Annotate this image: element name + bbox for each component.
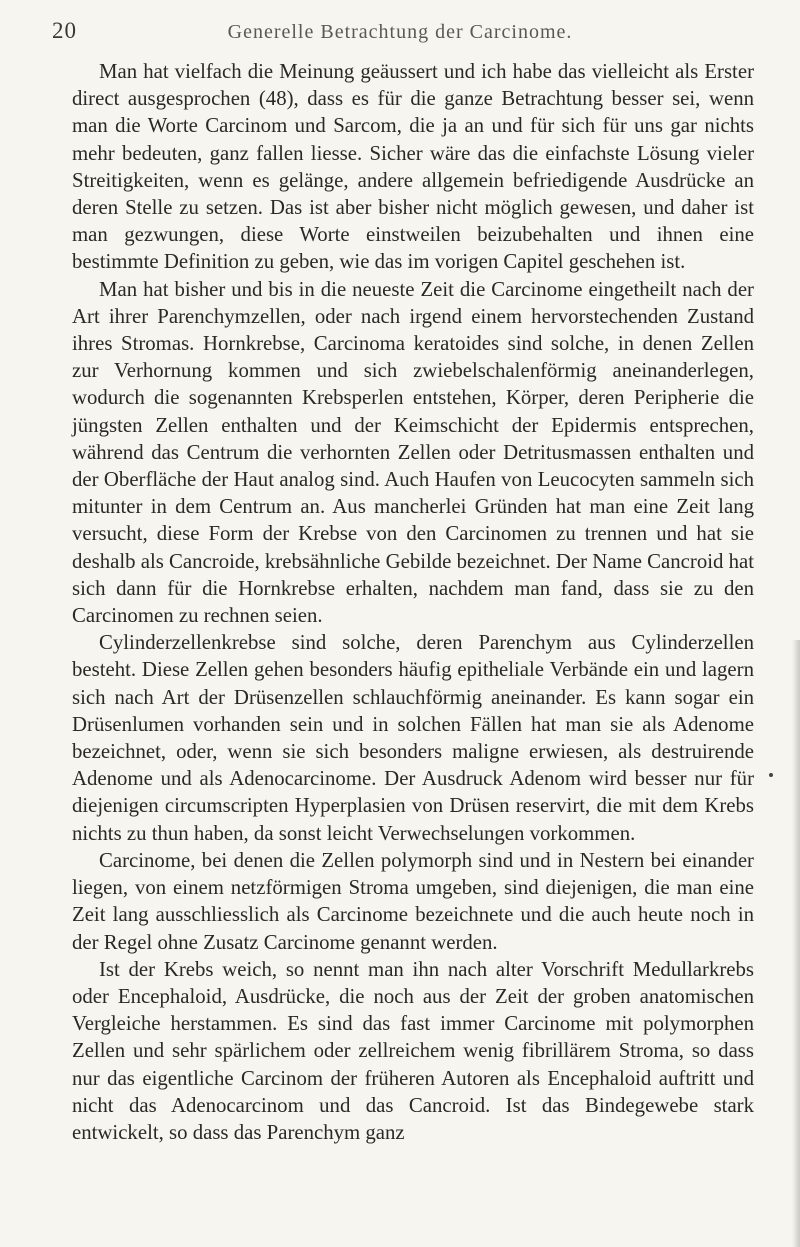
paragraph-1: Man hat vielfach die Meinung geäussert und ich habe das vielleicht als Erster direct ausgesprochen (48), dass es für die ganze Betrachtung besser sei, wenn man die Worte Carcinom und Sarcom, die ja an und für sich für uns gar nichts mehr bedeuten, ganz fallen liesse. Sicher wäre das die einfachste Lösung vieler Streitigkeiten, wenn es gelänge, andere allgemein befriedigende Ausdrücke an deren Stelle zu setzen. Das ist aber bisher nicht möglich gewesen, und daher ist man gezwungen, diese Worte einstweilen beizubehalten und ihnen eine bestimmte Definition zu geben, wie das im vorigen Capitel geschehen ist. — [72, 60, 754, 274]
page-header — [52, 18, 748, 48]
paragraph-5: Ist der Krebs weich, so nennt man ihn nach alter Vorschrift Medullarkrebs oder Encephaloid, Ausdrücke, die noch aus der Zeit der groben anatomischen Vergleiche herstammen. Es sind das fast immer Carcinome mit polymorphen Zellen und sehr spärlichem oder zellreichem wenig fibrillärem Stroma, so dass nur das eigentliche Carcinom der früheren Autoren als Encephaloid auftritt und nicht das Adenocarcinom und das Cancroid. Ist das Bindegewebe stark entwickelt, so dass das Parenchym ganz — [72, 957, 754, 1144]
ink-speck — [769, 773, 773, 777]
paragraph-2: Man hat bisher und bis in die neueste Zeit die Carcinome eingetheilt nach der Art ihrer Parenchymzellen, oder nach irgend einem hervorstechenden Zustand ihres Stromas. Hornkrebse, Carcinoma keratoides sind solche, in denen Zellen zur Verhornung kommen und sich zwiebelschalenförmig aneinanderlegen, wodurch die sogenannten Krebsperlen entstehen, Körper, deren Peripherie die jüngsten Zellen enthalten und der Keimschicht der Epidermis entsprechen, während das Centrum die verhornten Zellen oder Detritusmassen enthalten und der Oberfläche der Haut analog sind. Auch Haufen von Leucocyten sammeln sich mitunter in dem Centrum an. Aus mancherlei Gründen hat man eine Zeit lang versucht, diese Form der Krebse von den Carcinomen zu trennen und hat sie deshalb als Cancroide, krebsähnliche Gebilde bezeichnet. Der Name Cancroid hat sich dann für die Hornkrebse erhalten, nachdem man fand, dass sie zu den Carcinomen zu rechnen seien. — [72, 277, 754, 628]
page-edge-shadow — [792, 640, 800, 1247]
body-text — [72, 58, 754, 1146]
paragraph-4: Carcinome, bei denen die Zellen polymorph sind und in Nestern bei einander liegen, von einem netzförmigen Stroma umgeben, sind diejenigen, die man eine Zeit lang ausschliesslich als Carcinome bezeichnete und die auch heute noch in der Regel ohne Zusatz Carcinome genannt werden. — [72, 848, 754, 954]
page-number: 20 — [52, 18, 77, 43]
running-title: Generelle Betrachtung der Carcinome. — [227, 21, 573, 43]
paragraph-3: Cylinderzellenkrebse sind solche, deren Parenchym aus Cylinderzellen besteht. Diese Zellen gehen besonders häufig epitheliale Verbände ein und lagern sich nach Art der Drüsenzellen schlauchförmig aneinander. Es kann sogar ein Drüsenlumen vorhanden sein und in solchen Fällen hat man sie als Adenome bezeichnet, oder, wenn sie sich besonders maligne erwiesen, als destruirende Adenome und als Adenocarcinome. Der Ausdruck Adenom wird besser nur für diejenigen circumscripten Hyperplasien von Drüsen reservirt, die mit dem Krebs nichts zu thun haben, da sonst leicht Verwechselungen vorkommen. — [72, 631, 754, 845]
